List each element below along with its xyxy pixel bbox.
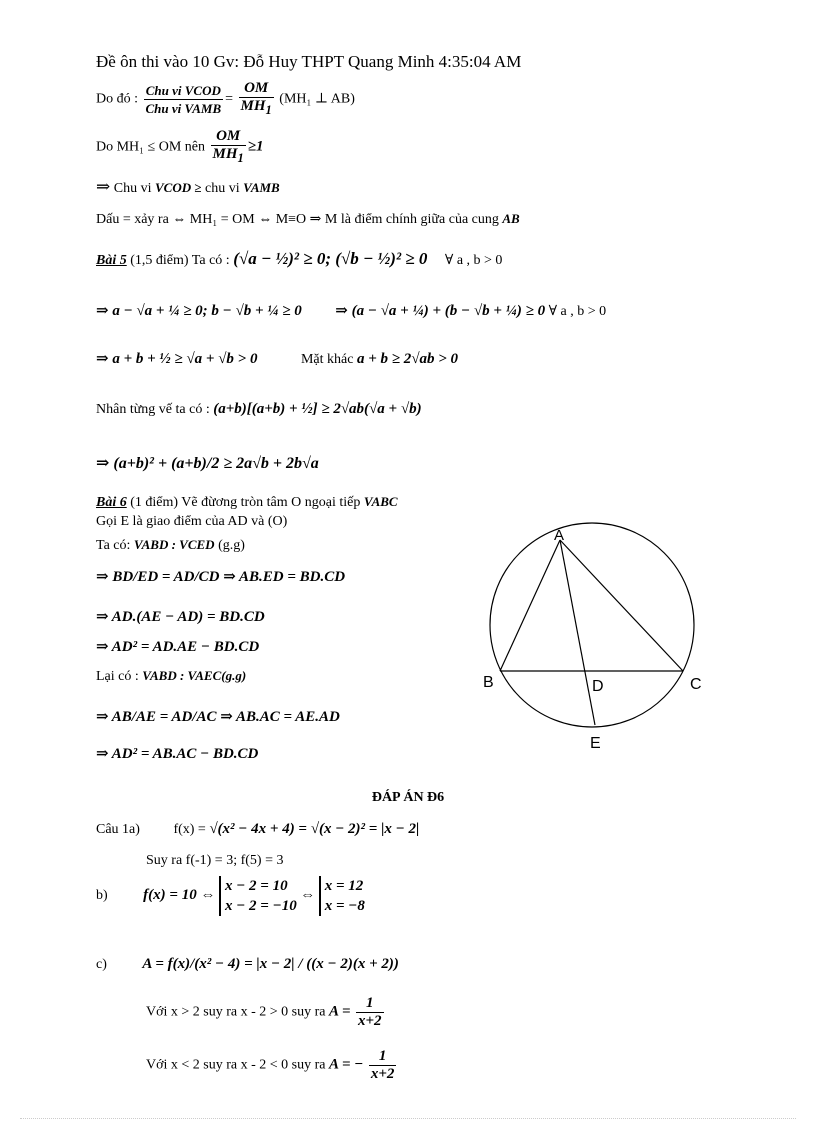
line-9: ⇒ (a+b)² + (a+b)/2 ≥ 2a√b + 2b√a bbox=[96, 455, 319, 472]
cau1a-result: Suy ra f(-1) = 3; f(5) = 3 bbox=[146, 853, 284, 868]
fraction-om: $\frac{OM}{MH_1}$ bbox=[240, 80, 272, 117]
label-c: C bbox=[690, 676, 702, 693]
line-14: ⇒ AD.(AE − AD) = BD.CD bbox=[96, 609, 265, 625]
cau1b: b) f(x) = 10 ⇔ x − 2 = 10 x − 2 = −10 ⇔ x = 12 x = −8 bbox=[96, 878, 365, 914]
system-2: x = 12 x = −8 bbox=[319, 876, 365, 916]
line-chu-vi: ⇒ Chu vi VCOD ≥ chu vi VAMB bbox=[96, 177, 280, 196]
label-d: D bbox=[592, 678, 604, 695]
line-15: ⇒ AD² = AD.AE − BD.CD bbox=[96, 639, 260, 655]
text: Do MH₁ ≤ OM nên bbox=[96, 139, 206, 155]
bai6-title: Bài 6 bbox=[96, 495, 127, 510]
cau1c-case1: Với x > 2 suy ra x - 2 > 0 suy ra A = $\frac{1}{x+2}$ bbox=[146, 995, 382, 1029]
line-dau-bang: Dấu = xảy ra ⇔ MH₁ = OM ⇔ M≡O ⇒ M là điểm chính giữa của cung AB bbox=[96, 211, 520, 227]
segment-ae bbox=[560, 540, 595, 725]
line-13: ⇒ BD/ED = AD/CD ⇒ AB.ED = BD.CD bbox=[96, 569, 346, 585]
line-do-do: Do đó : $\frac{\text{Chu vi VCOD}}{\text{Chu vi VAMB}}$ = $\frac{OM}{MH_1}$ (MH₁ ⊥ AB) bbox=[96, 80, 355, 117]
label-b: B bbox=[483, 674, 494, 691]
line-17: ⇒ AB/AE = AD/AC ⇒ AB.AC = AE.AD bbox=[96, 709, 340, 725]
page-header: Đề ôn thi vào 10 Gv: Đỗ Huy THPT Quang Minh 4:35:04 AM bbox=[96, 52, 522, 71]
label-a: A bbox=[554, 527, 565, 544]
bai5-title: Bài 5 bbox=[96, 253, 127, 268]
fraction-perimeter: $\frac{\text{Chu vi VCOD}}{\text{Chu vi VAMB}}$ bbox=[145, 83, 222, 116]
line-16: Lại có : VABD : VAEC(g.g) bbox=[96, 668, 247, 684]
line-7: ⇒ a + b + ½ ≥ √a + √b > 0 Mặt khác a + b ≥ 2√ab > 0 bbox=[96, 351, 459, 367]
cau1c-case2: Với x < 2 suy ra x - 2 < 0 suy ra A = − $\frac{1}{x+2}$ bbox=[146, 1048, 395, 1082]
line-8: Nhân từng vế ta có : (a+b)[(a+b) + ½] ≥ 2√ab(√a + √b) bbox=[96, 401, 422, 417]
bai5-line: Bài 5 (1,5 điểm) Ta có : (√a − ½)² ≥ 0; (√b − ½)² ≥ 0 ∀ a , b > 0 bbox=[96, 249, 503, 268]
bai6-line: Bài 6 (1 điểm) Vẽ đừơng tròn tâm O ngoại tiếp VABC bbox=[96, 494, 398, 510]
segment-ab bbox=[500, 540, 560, 671]
text: Do đó : bbox=[96, 91, 138, 107]
line-11: Gọi E là giao điểm của AD và (O) bbox=[96, 514, 288, 529]
geometry-figure bbox=[470, 520, 720, 760]
line-6: ⇒ a − √a + ¼ ≥ 0; b − √b + ¼ ≥ 0 ⇒ (a − √a + ¼) + (b − √b + ¼) ≥ 0 ∀ a , b > 0 bbox=[96, 303, 607, 319]
text: (MH₁ ⊥ AB) bbox=[279, 91, 355, 107]
answer-title: ĐÁP ÁN Đ6 bbox=[371, 790, 445, 805]
system-1: x − 2 = 10 x − 2 = −10 bbox=[219, 876, 297, 916]
fraction-om-mh: $\frac{OM}{MH_1}$ bbox=[212, 128, 244, 165]
page-bottom-border bbox=[20, 1118, 796, 1119]
fraction-case1: $\frac{1}{x+2}$ bbox=[358, 995, 382, 1029]
segment-ac bbox=[560, 540, 683, 671]
cau1a: Câu 1a) f(x) = √(x² − 4x + 4) = √(x − 2)² = |x − 2| bbox=[96, 821, 420, 837]
cau1c: c) A = f(x)/(x² − 4) = |x − 2| / ((x − 2)(x + 2)) bbox=[96, 956, 399, 972]
fraction-case2: $\frac{1}{x+2}$ bbox=[370, 1048, 395, 1082]
line-do-mh: Do MH₁ ≤ OM nên $\frac{OM}{MH_1}$ ≥1 bbox=[96, 128, 264, 165]
label-e: E bbox=[590, 735, 601, 752]
line-12: Ta có: VABD : VCED (g.g) bbox=[96, 537, 245, 553]
line-18: ⇒ AD² = AB.AC − BD.CD bbox=[96, 746, 259, 762]
